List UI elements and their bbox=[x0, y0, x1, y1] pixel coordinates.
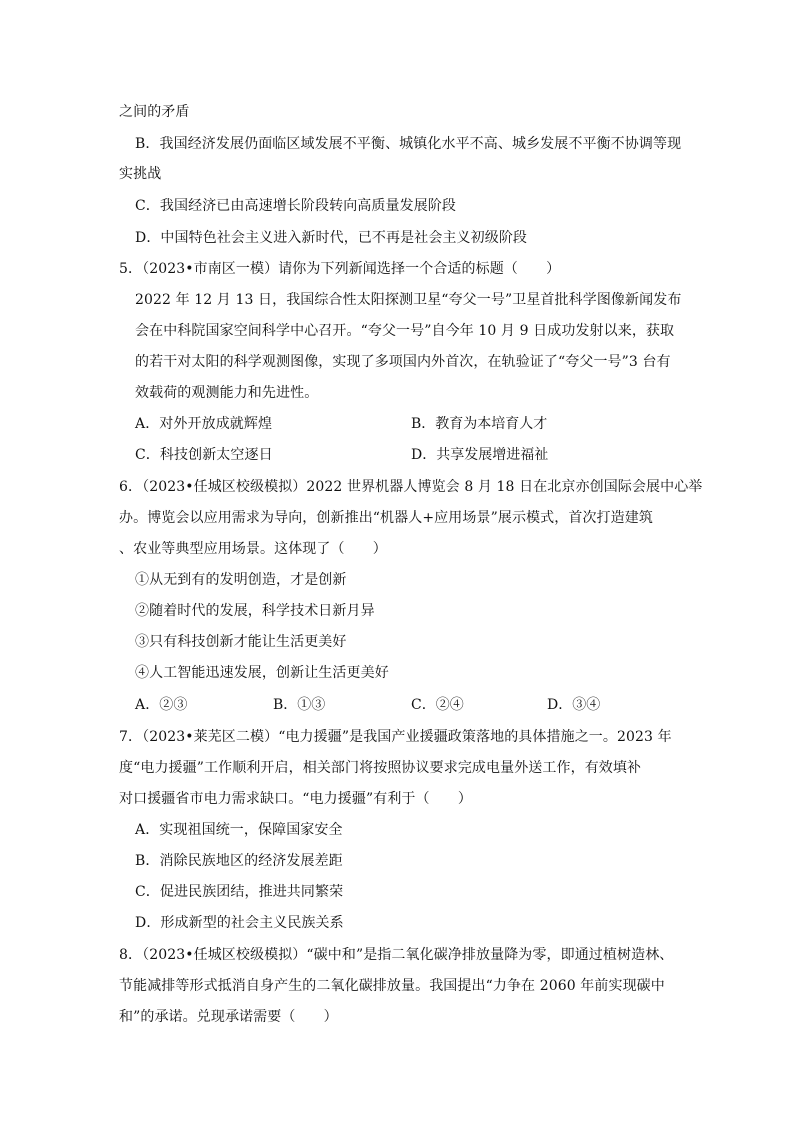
question-7-option-a: A．实现祖国统一，保障国家安全 bbox=[135, 822, 343, 838]
question-6-statement-3: ③只有科技创新才能让生活更美好 bbox=[135, 634, 347, 650]
question-5-passage: 2022 年 12 月 13 日，我国综合性太阳探测卫星“夸父一号”卫星首批科学图像新闻发布 bbox=[135, 292, 682, 308]
question-8-passage: 和”的承诺。兑现承诺需要（ ） bbox=[119, 1009, 338, 1025]
option-d: D．中国特色社会主义进入新时代，已不再是社会主义初级阶段 bbox=[135, 230, 528, 246]
question-5-option-c: C．科技创新太空逐日 bbox=[135, 447, 273, 463]
question-5-option-d: D．共享发展增进福祉 bbox=[411, 447, 549, 463]
question-5-passage: 的若干对太阳的科学观测图像，实现了多项国内外首次，在轨验证了“夸父一号”3 台有 bbox=[135, 354, 671, 370]
question-6-statement-1: ①从无到有的发明创造，才是创新 bbox=[135, 572, 347, 588]
question-7-passage: 度“电力援疆”工作顺利开启，相关部门将按照协议要求完成电量外送工作，有效填补 bbox=[119, 760, 642, 776]
option-c: C．我国经济已由高速增长阶段转向高质量发展阶段 bbox=[135, 198, 457, 214]
question-6-stem: 6．（2023•任城区校级模拟）2022 世界机器人博览会 8 月 18 日在北京亦创国际会展中心举 bbox=[119, 479, 703, 495]
question-7-option-d: D．形成新型的社会主义民族关系 bbox=[135, 915, 344, 931]
question-6-statement-4: ④人工智能迅速发展，创新让生活更美好 bbox=[135, 665, 389, 681]
option-b: B．我国经济发展仍面临区域发展不平衡、城镇化水平不高、城乡发展不平衡不协调等现 bbox=[135, 136, 682, 152]
question-8-stem: 8．（2023•任城区校级模拟）“碳中和”是指二氧化碳净排放量降为零，即通过植树造林、 bbox=[119, 947, 674, 963]
question-5-passage: 会在中科院国家空间科学中心召开。“夸父一号”自今年 10 月 9 日成功发射以来，获取 bbox=[135, 323, 675, 339]
question-5-option-b: B．教育为本培育人才 bbox=[411, 416, 548, 432]
question-7-option-c: C．促进民族团结，推进共同繁荣 bbox=[135, 884, 344, 900]
question-6-passage: 办。博览会以应用需求为导向，创新推出“机器人+应用场景”展示模式，首次打造建筑 bbox=[119, 510, 653, 526]
question-6-statement-2: ②随着时代的发展，科学技术日新月异 bbox=[135, 603, 375, 619]
question-6-option-d: D．③④ bbox=[547, 697, 601, 713]
question-5-passage: 效载荷的观测能力和先进性。 bbox=[135, 385, 319, 401]
question-8-passage: 节能减排等形式抵消自身产生的二氧化碳排放量。我国提出“力争在 2060 年前实现碳中 bbox=[119, 978, 665, 994]
question-5-option-a: A．对外开放成就辉煌 bbox=[135, 416, 273, 432]
question-5-stem: 5．（2023•市南区一模）请你为下列新闻选择一个合适的标题（ ） bbox=[119, 261, 561, 277]
question-6-option-c: C．②④ bbox=[411, 697, 464, 713]
question-7-stem: 7．（2023•莱芜区二模）“电力援疆”是我国产业援疆政策落地的具体措施之一。2023 年 bbox=[119, 729, 672, 745]
question-6-option-a: A．②③ bbox=[135, 697, 188, 713]
question-6-option-b: B．①③ bbox=[273, 697, 326, 713]
question-6-passage: 、农业等典型应用场景。这体现了（ ） bbox=[119, 541, 387, 557]
option-b-continued: 实挑战 bbox=[119, 166, 162, 182]
question-7-passage: 对口援疆省市电力需求缺口。“电力援疆”有利于（ ） bbox=[119, 791, 472, 807]
option-a-continued: 之间的矛盾 bbox=[119, 104, 190, 120]
question-7-option-b: B．消除民族地区的经济发展差距 bbox=[135, 853, 343, 869]
